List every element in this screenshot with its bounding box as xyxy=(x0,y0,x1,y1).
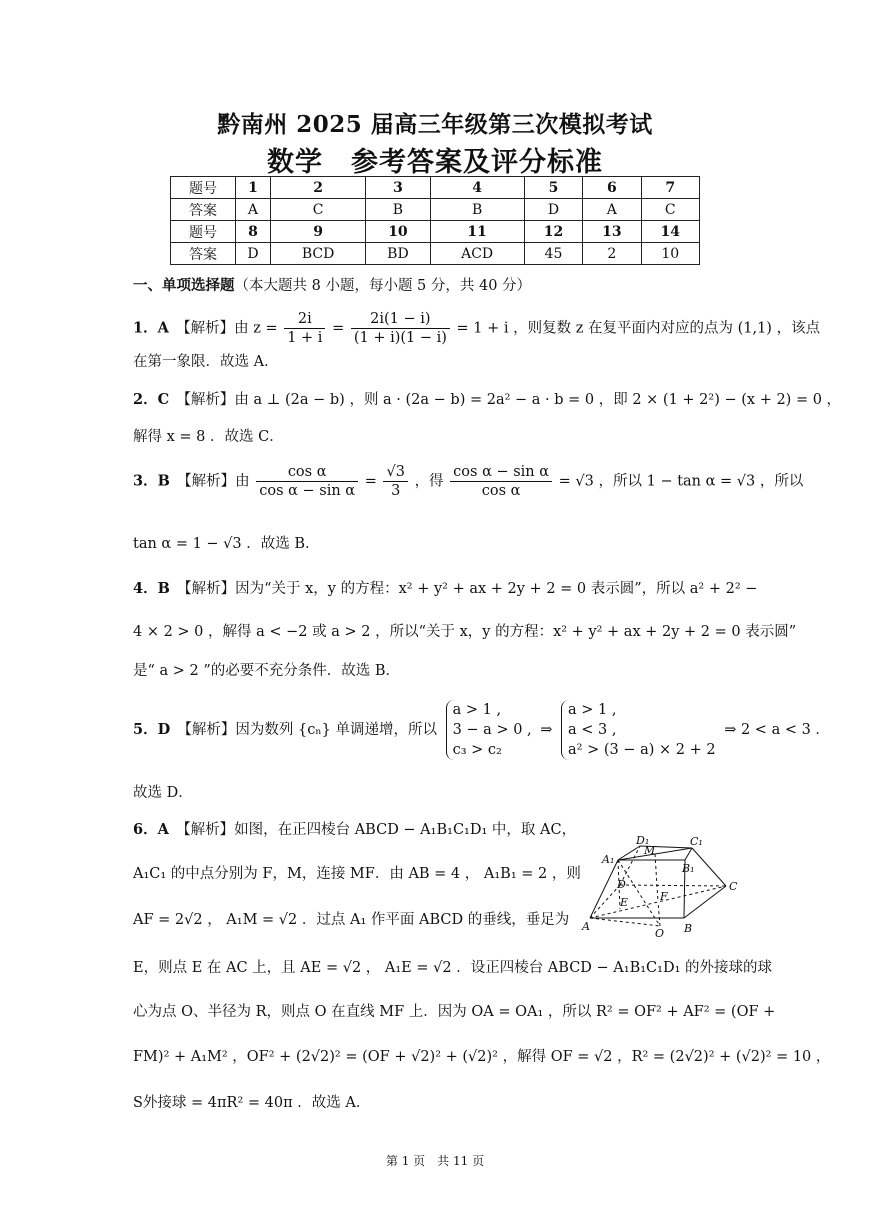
table-cell: 7 xyxy=(641,177,699,199)
table-cell: 13 xyxy=(583,221,641,243)
label-C: C xyxy=(729,880,738,893)
table-cell: BCD xyxy=(270,243,365,265)
question-number: 6．A xyxy=(133,821,169,838)
sys-line: a > 1 , xyxy=(568,702,617,718)
sys-line: a > 1 , xyxy=(452,702,502,718)
text: ，得 xyxy=(414,473,444,490)
inequality-system-1 xyxy=(446,700,532,760)
analysis-tag: 【解析】 xyxy=(183,822,235,838)
table-cell: B xyxy=(366,199,430,221)
table-cell: 10 xyxy=(641,243,699,265)
label-O: O xyxy=(655,927,665,940)
q2-line2: 解得 x = 8 ．故选 C． xyxy=(133,429,284,445)
section-title: 一、单项选择题 xyxy=(133,277,235,294)
table-row xyxy=(171,177,700,199)
question-number: 3．B xyxy=(133,472,170,490)
denominator: cos α − sin α xyxy=(259,483,356,499)
section-desc: （本大题共 8 小题，每小题 5 分，共 40 分） xyxy=(234,278,532,294)
text: = xyxy=(332,320,345,337)
label-A: A xyxy=(582,920,590,933)
table-cell: 2 xyxy=(270,177,365,199)
denominator: (1 + i)(1 − i) xyxy=(353,330,447,346)
q6-line2: A₁C₁ 的中点分别为 F，M，连接 MF．由 AB = 4 ， A₁B₁ = 2 ，则 xyxy=(133,866,581,882)
question-number: 5．D xyxy=(133,721,171,738)
numerator: √3 xyxy=(383,463,407,482)
label-M: M xyxy=(644,844,656,857)
text: = √3 ，所以 1 − tan α = √3 ，所以 xyxy=(558,473,804,490)
label-B: B xyxy=(684,922,693,935)
edge-DC xyxy=(620,885,726,886)
table-cell: 10 xyxy=(366,221,430,243)
label-D: D xyxy=(617,878,626,891)
table-cell: 1 xyxy=(236,177,271,199)
text: = 1 + i ，则复数 z 在复平面内对应的点为 (1,1) ，该点 xyxy=(456,320,821,337)
q6-line5: 心为点 O、半径为 R，则点 O 在直线 MF 上．因为 OA = OA₁ ，所以 R² = OF² + AF² = (OF + xyxy=(133,1004,776,1020)
table-cell: 45 xyxy=(524,243,582,265)
q4-line2: 4 × 2 > 0 ，解得 a < −2 或 a > 2 ，所以“关于 x，y 的方程：x² + y² + ax + 2y + 2 = 0 表示圆” xyxy=(133,624,797,640)
table-cell: B xyxy=(430,199,524,221)
text: ⇒ 2 < a < 3 ． xyxy=(724,722,830,738)
row-label: 答案 xyxy=(171,199,236,221)
sys-line: a² > (3 − a) × 2 + 2 xyxy=(568,742,716,758)
table-cell: 4 xyxy=(430,177,524,199)
numerator: 2i xyxy=(284,310,325,329)
question-number: 1．A xyxy=(133,319,169,337)
question-number: 2．C xyxy=(133,391,170,408)
text: 由 a ⊥ (2a − b) ，则 a · (2a − b) = 2a² − a · b = 0 ，即 2 × (1 + 2²) − (x + 2) = 0 ， xyxy=(234,392,842,408)
text: 如图，在正四棱台 ABCD − A₁B₁C₁D₁ 中，取 AC， xyxy=(234,822,577,838)
fraction xyxy=(383,463,407,500)
row-label: 题号 xyxy=(171,221,236,243)
edge-BC xyxy=(684,886,726,918)
q5-line1 xyxy=(133,700,830,760)
table-cell: D xyxy=(236,243,271,265)
q4-line3: 是“ a > 2 ”的必要不充分条件．故选 B． xyxy=(133,663,401,679)
table-cell: A xyxy=(236,199,271,221)
table-cell: 2 xyxy=(583,243,641,265)
table-cell: D xyxy=(524,199,582,221)
q6-line6: FM)² + A₁M² ，OF² + (2√2)² = (OF + √2)² + (√2)² ，解得 OF = √2 ，R² = (2√2)² + (√2)² = 10 ， xyxy=(133,1049,831,1065)
table-cell: 11 xyxy=(430,221,524,243)
analysis-tag: 【解析】 xyxy=(184,581,236,597)
table-cell: ACD xyxy=(430,243,524,265)
table-cell: 8 xyxy=(236,221,271,243)
implies-arrow: ⇒ xyxy=(540,722,553,738)
text: 因为“关于 x，y 的方程：x² + y² + ax + 2y + 2 = 0 表示圆”，所以 a² + 2² − xyxy=(235,581,758,597)
text: 由 z = xyxy=(234,320,278,337)
line-MF xyxy=(655,854,658,902)
q2-line1 xyxy=(133,390,842,410)
table-cell: 14 xyxy=(641,221,699,243)
q6-line7: S外接球 = 4πR² = 40π ．故选 A． xyxy=(133,1095,371,1111)
sys-line: c₃ > c₂ xyxy=(452,742,502,758)
edge-AD xyxy=(590,885,620,918)
row-label: 答案 xyxy=(171,243,236,265)
q3-line1 xyxy=(133,463,804,500)
fraction xyxy=(351,310,450,347)
table-cell: A xyxy=(583,199,641,221)
text: = xyxy=(364,473,377,490)
line-A1O xyxy=(618,860,660,926)
denominator: 3 xyxy=(391,483,401,499)
inequality-system-2 xyxy=(561,700,716,760)
answer-table xyxy=(170,176,700,265)
table-cell: 5 xyxy=(524,177,582,199)
denominator: cos α xyxy=(481,483,521,499)
exam-subtitle: 数学 参考答案及评分标准 xyxy=(267,147,603,178)
exam-title: 黔南州 2025 届高三年级第三次模拟考试 xyxy=(217,111,653,138)
edge-B1C1 xyxy=(685,848,692,860)
table-cell: 9 xyxy=(270,221,365,243)
numerator: cos α − sin α xyxy=(450,463,552,482)
q5-line2: 故选 D． xyxy=(133,785,193,801)
table-row xyxy=(171,243,700,265)
analysis-tag: 【解析】 xyxy=(184,473,236,490)
page-footer: 第 1 页 共 11 页 xyxy=(385,1154,485,1168)
table-row xyxy=(171,221,700,243)
text: 因为数列 {cₙ} 单调递增，所以 xyxy=(235,722,437,738)
label-C1: C₁ xyxy=(690,835,703,848)
q1-line1 xyxy=(133,310,821,347)
table-row xyxy=(171,199,700,221)
denominator: 1 + i xyxy=(287,330,323,346)
analysis-tag: 【解析】 xyxy=(183,320,235,337)
line-AO xyxy=(590,918,660,926)
label-D1: D₁ xyxy=(636,834,650,847)
fraction xyxy=(284,310,325,347)
edge-AA1 xyxy=(590,860,618,918)
table-cell: BD xyxy=(366,243,430,265)
numerator: cos α xyxy=(256,463,358,482)
analysis-tag: 【解析】 xyxy=(184,722,236,738)
q6-line3: AF = 2√2 ， A₁M = √2 ．过点 A₁ 作平面 ABCD 的垂线，垂足为 xyxy=(133,912,570,928)
text: 由 xyxy=(235,473,250,490)
sys-line: a < 3 , xyxy=(568,722,617,738)
section-heading xyxy=(133,276,753,296)
sys-line: 3 − a > 0 , xyxy=(452,722,532,738)
label-A1: A₁ xyxy=(602,853,615,866)
row-label: 题号 xyxy=(171,177,236,199)
q3-line2: tan α = 1 − √3 ．故选 B． xyxy=(133,536,320,552)
table-cell: 12 xyxy=(524,221,582,243)
fraction xyxy=(450,463,552,500)
q1-line2: 在第一象限．故选 A． xyxy=(133,354,279,370)
q6-line4: E，则点 E 在 AC 上，且 AE = √2 ， A₁E = √2 ．设正四棱台 ABCD − A₁B₁C₁D₁ 的外接球的球 xyxy=(133,960,772,976)
fraction xyxy=(256,463,358,500)
edge-CC1 xyxy=(692,848,726,886)
label-E: E xyxy=(620,896,629,909)
label-B1: B₁ xyxy=(682,862,695,875)
table-cell: C xyxy=(641,199,699,221)
question-number: 4．B xyxy=(133,580,170,597)
analysis-tag: 【解析】 xyxy=(183,392,235,408)
numerator: 2i(1 − i) xyxy=(351,310,450,329)
table-cell: 3 xyxy=(366,177,430,199)
frustum-figure xyxy=(580,830,750,940)
label-F: F xyxy=(660,890,668,903)
q4-line1 xyxy=(133,579,758,599)
table-cell: C xyxy=(270,199,365,221)
table-cell: 6 xyxy=(583,177,641,199)
